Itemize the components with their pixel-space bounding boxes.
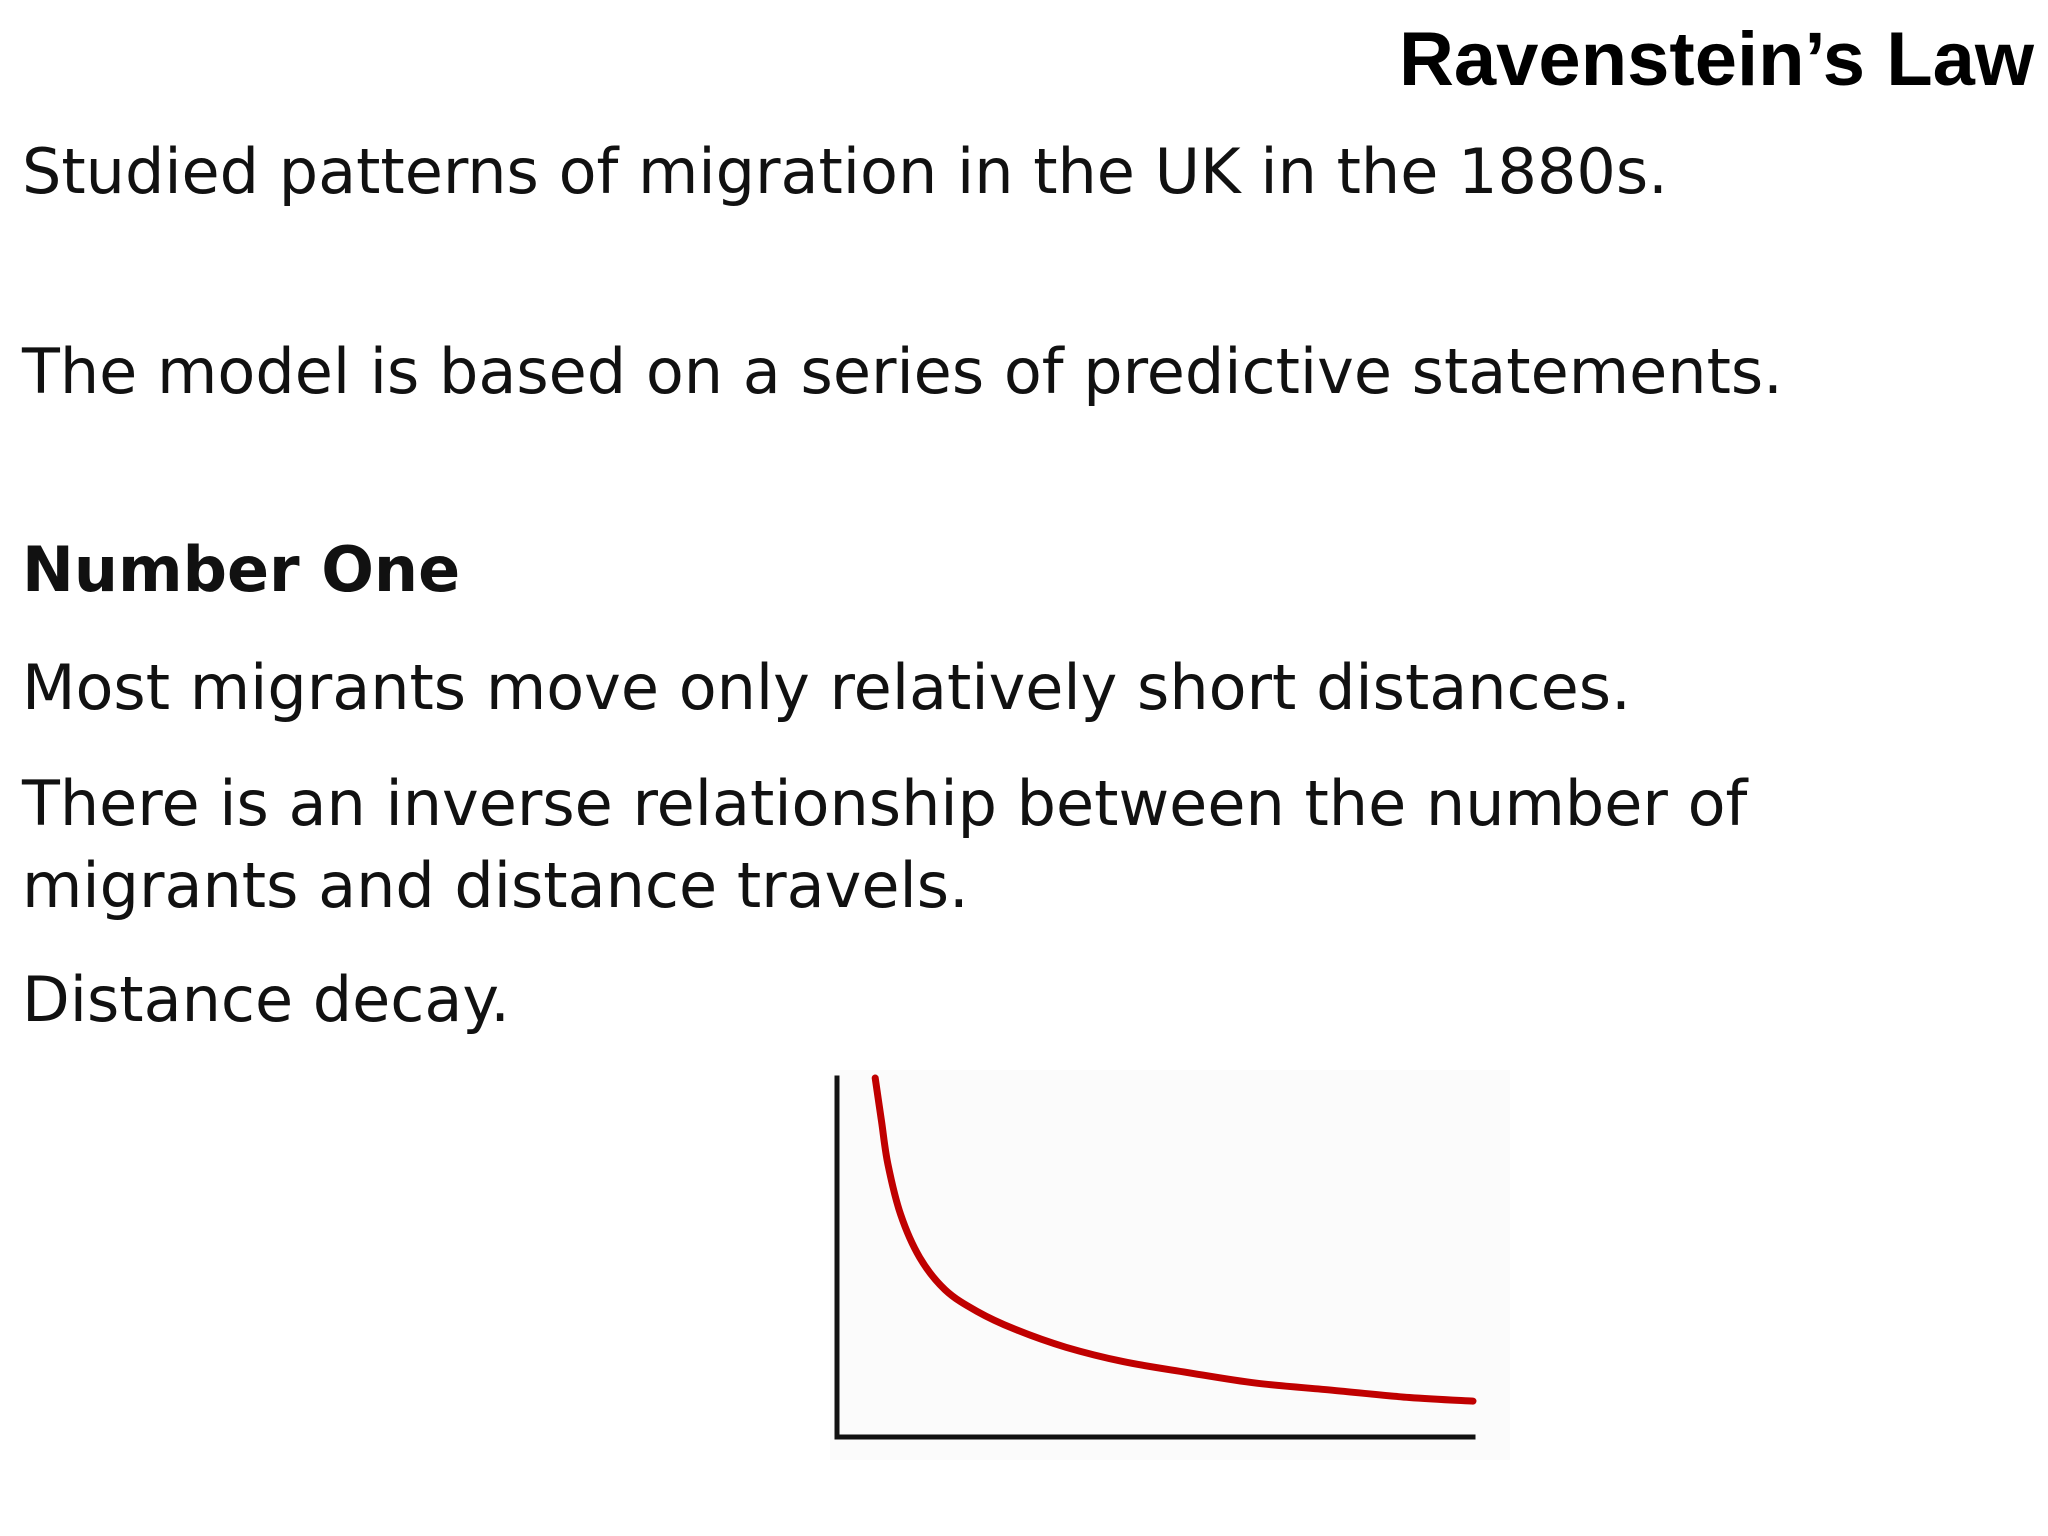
statement-inverse-relationship-line2: migrants and distance travels. — [22, 849, 969, 922]
statement-predictive-model: The model is based on a series of predictive statements. — [22, 335, 1783, 408]
statement-short-distances: Most migrants move only relatively short distances. — [22, 651, 1631, 724]
statement-inverse-relationship-line1: There is an inverse relationship between the number of — [22, 767, 1748, 840]
slide-title: Ravenstein’s Law — [1399, 17, 2034, 102]
statement-distance-decay: Distance decay. — [22, 963, 510, 1036]
chart-background — [830, 1070, 1510, 1460]
statement-studied-patterns: Studied patterns of migration in the UK in the 1880s. — [22, 135, 1668, 208]
section-heading-number-one: Number One — [22, 533, 461, 606]
